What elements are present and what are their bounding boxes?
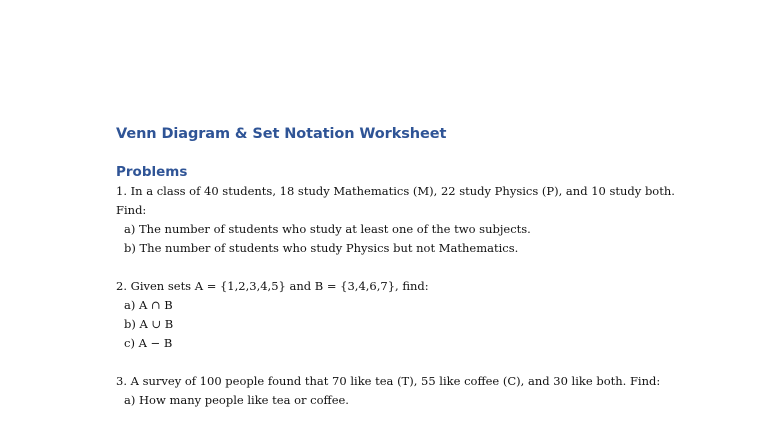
problem-1 bbox=[116, 182, 686, 258]
problem-sub-item: a) A ∩ B bbox=[124, 298, 173, 312]
problem-text: 3. A survey of 100 people found that 70 like tea (T), 55 like coffee (C), and 30 like both. Find: bbox=[116, 374, 661, 388]
problem-text: 2. Given sets A = {1,2,3,4,5} and B = {3,4,6,7}, find: bbox=[116, 279, 429, 293]
problem-text: 1. In a class of 40 students, 18 study Mathematics (M), 22 study Physics (P), and 10 study both. Find: bbox=[116, 184, 675, 217]
problem-sub-item: b) The number of students who study Physics but not Mathematics. bbox=[124, 241, 519, 255]
problem-sub-item: a) The number of students who study at least one of the two subjects. bbox=[124, 222, 531, 236]
document-title: Venn Diagram & Set Notation Worksheet bbox=[116, 126, 447, 142]
problem-sub-item: c) A − B bbox=[124, 336, 173, 350]
problem-2 bbox=[116, 277, 686, 353]
document-content bbox=[116, 124, 686, 410]
problem-sub-item: b) A ∪ B bbox=[124, 317, 174, 331]
problem-3 bbox=[116, 372, 686, 410]
problem-sub-item: a) How many people like tea or coffee. bbox=[124, 393, 349, 407]
section-heading-problems: Problems bbox=[116, 164, 188, 180]
